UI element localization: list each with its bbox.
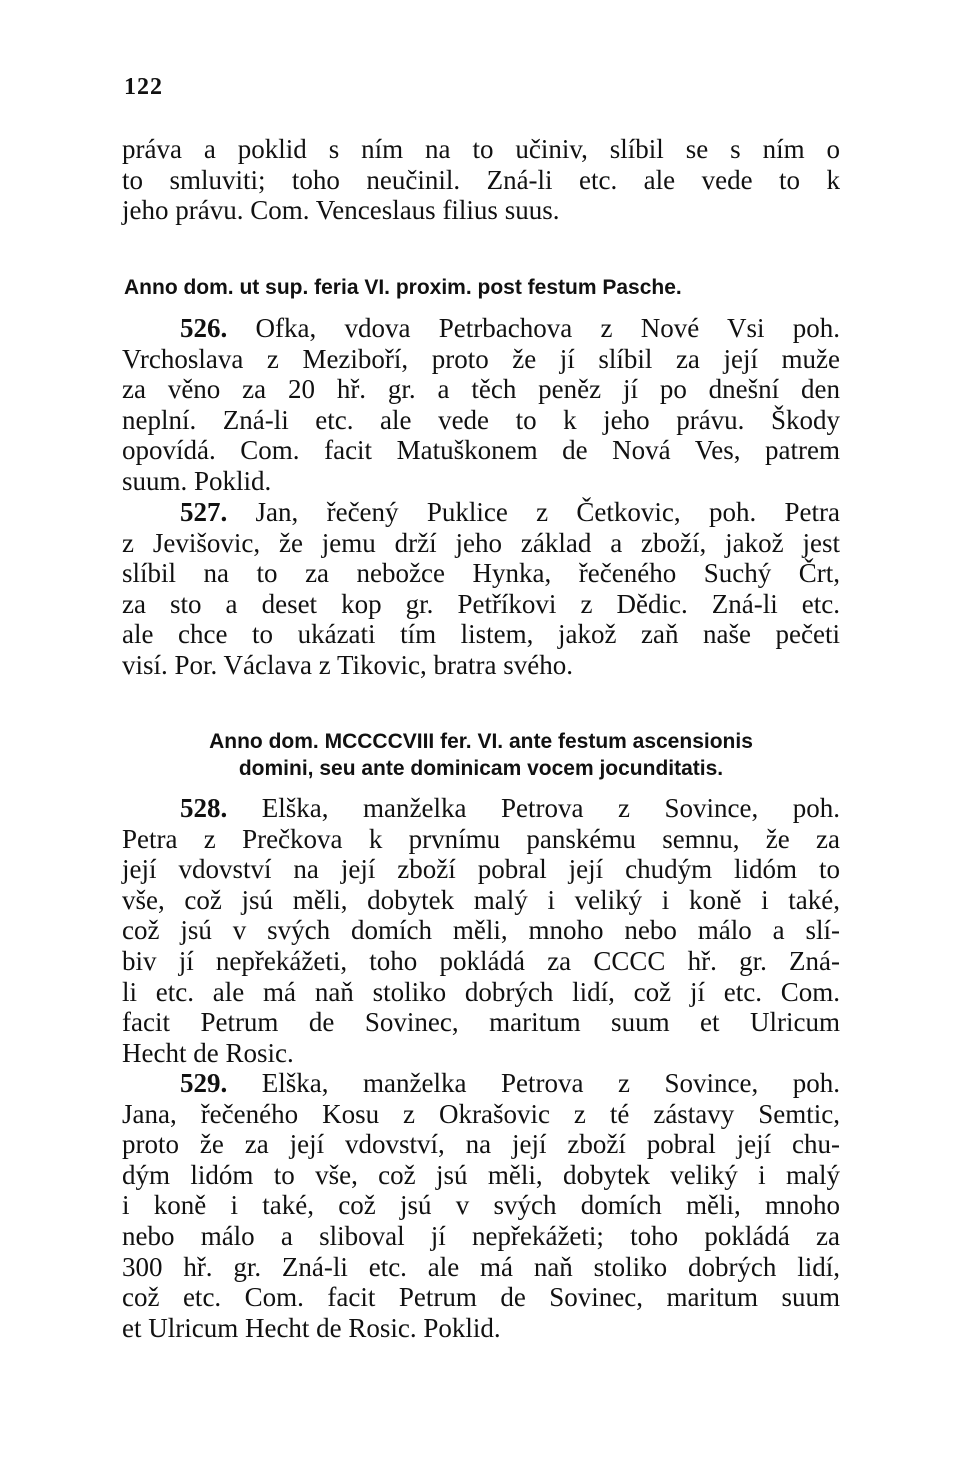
text-line: et Ulricum Hecht de Rosic. Poklid. [122,1312,501,1343]
text-line: visí. Por. Václava z Tikovic, bratra svého. [122,649,573,680]
heading-line: domini, seu ante dominicam vocem jocunditatis. [238,757,724,780]
text-line: jeho právu. Com. Venceslaus filius suus. [122,195,560,226]
text-line: proto že za její vdovství, na její zboží pobral její chu- [122,1129,840,1160]
text-line [122,1068,840,1099]
text-line: biv jí nepřekážeti, toho pokládá za CCCC hř. gr. Zná- [122,945,840,976]
text-line: za věno za 20 hř. gr. a těch peněz jí po dnešní den [122,374,840,405]
entry-number: 527. [180,497,228,527]
entry-527 [122,497,840,681]
text-line: což jsú v svých domích měli, mnoho nebo málo a slí- [122,915,840,946]
text-segment: Elška, manželka Petrova z Sovince, poh. [227,1068,840,1098]
text-line: slíbil na to za nebožce Hynka, řečeného Suchý Črt, [122,558,840,589]
text-line: facit Petrum de Sovinec, maritum suum et Ulricum [122,1007,840,1038]
entry-529 [122,1068,840,1343]
text-line: neplní. Zná-li etc. ale vede to k jeho právu. Škody [122,404,840,435]
text-line: opovídá. Com. facit Matuškonem de Nová Ves, patrem [122,435,840,466]
text-line: práva a poklid s ním na to učiniv, slíbil se s ním o [122,134,840,164]
section-heading: Anno dom. ut sup. feria VI. proxim. post festum Pasche. [124,276,682,299]
entry-526 [122,313,840,497]
entry-number: 528. [180,793,228,823]
text-line: Hecht de Rosic. [122,1037,294,1068]
text-line: 300 hř. gr. Zná-li etc. ale má naň stoliko dobrých lidí, [122,1251,840,1282]
entry-number: 529. [180,1068,228,1098]
text-line: její vdovství na její zboží pobral její chudým lidóm to [122,854,840,885]
entry-number: 526. [180,313,228,343]
text-line: Petra z Prečkova k prvnímu panskému semnu, že za [122,823,840,854]
text-line: Vrchoslava z Meziboří, proto že jí slíbil za její muže [122,343,840,374]
text-line [122,793,840,824]
text-line: z Jevišovic, že jemu drží jeho základ a zboží, jakož jest [122,527,840,558]
text-line [122,313,840,344]
page-number: 122 [124,74,163,100]
text-line: ale chce to ukázati tím listem, jakož zaň naše pečeti [122,619,840,650]
text-segment: Elška, manželka Petrova z Sovince, poh. [227,793,840,823]
text-line: li etc. ale má naň stoliko dobrých lidí, což jí etc. Com. [122,976,840,1007]
section-heading [122,728,840,782]
text-line [122,497,840,528]
text-line: Jana, řečeného Kosu z Okrašovic z té zástavy Semtic, [122,1098,840,1129]
text-line: dým lidóm to vše, což jsú měli, dobytek veliký i malý [122,1159,840,1190]
text-segment: Ofka, vdova Petrbachova z Nové Vsi poh. [227,313,840,343]
text-line: to smluviti; toho neučinil. Zná-li etc. ale vede to k [122,164,840,195]
text-line: i koně i také, což jsú v svých domích měli, mnoho [122,1190,840,1221]
text-line: což etc. Com. facit Petrum de Sovinec, maritum suum [122,1282,840,1313]
entry-528 [122,793,840,1068]
text-line: nebo málo a sliboval jí nepřekážeti; toho pokládá za [122,1220,840,1251]
intro-paragraph [122,134,840,226]
text-segment: Jan, řečený Puklice z Četkovic, poh. Petra [227,497,840,527]
text-line: vše, což jsú měli, dobytek malý i veliký i koně i také, [122,884,840,915]
text-line: za sto a deset kop gr. Petříkovi z Dědic. Zná-li etc. [122,588,840,619]
text-line: suum. Poklid. [122,465,272,496]
heading-line: Anno dom. MCCCCVIII fer. VI. ante festum ascensionis [209,730,753,753]
